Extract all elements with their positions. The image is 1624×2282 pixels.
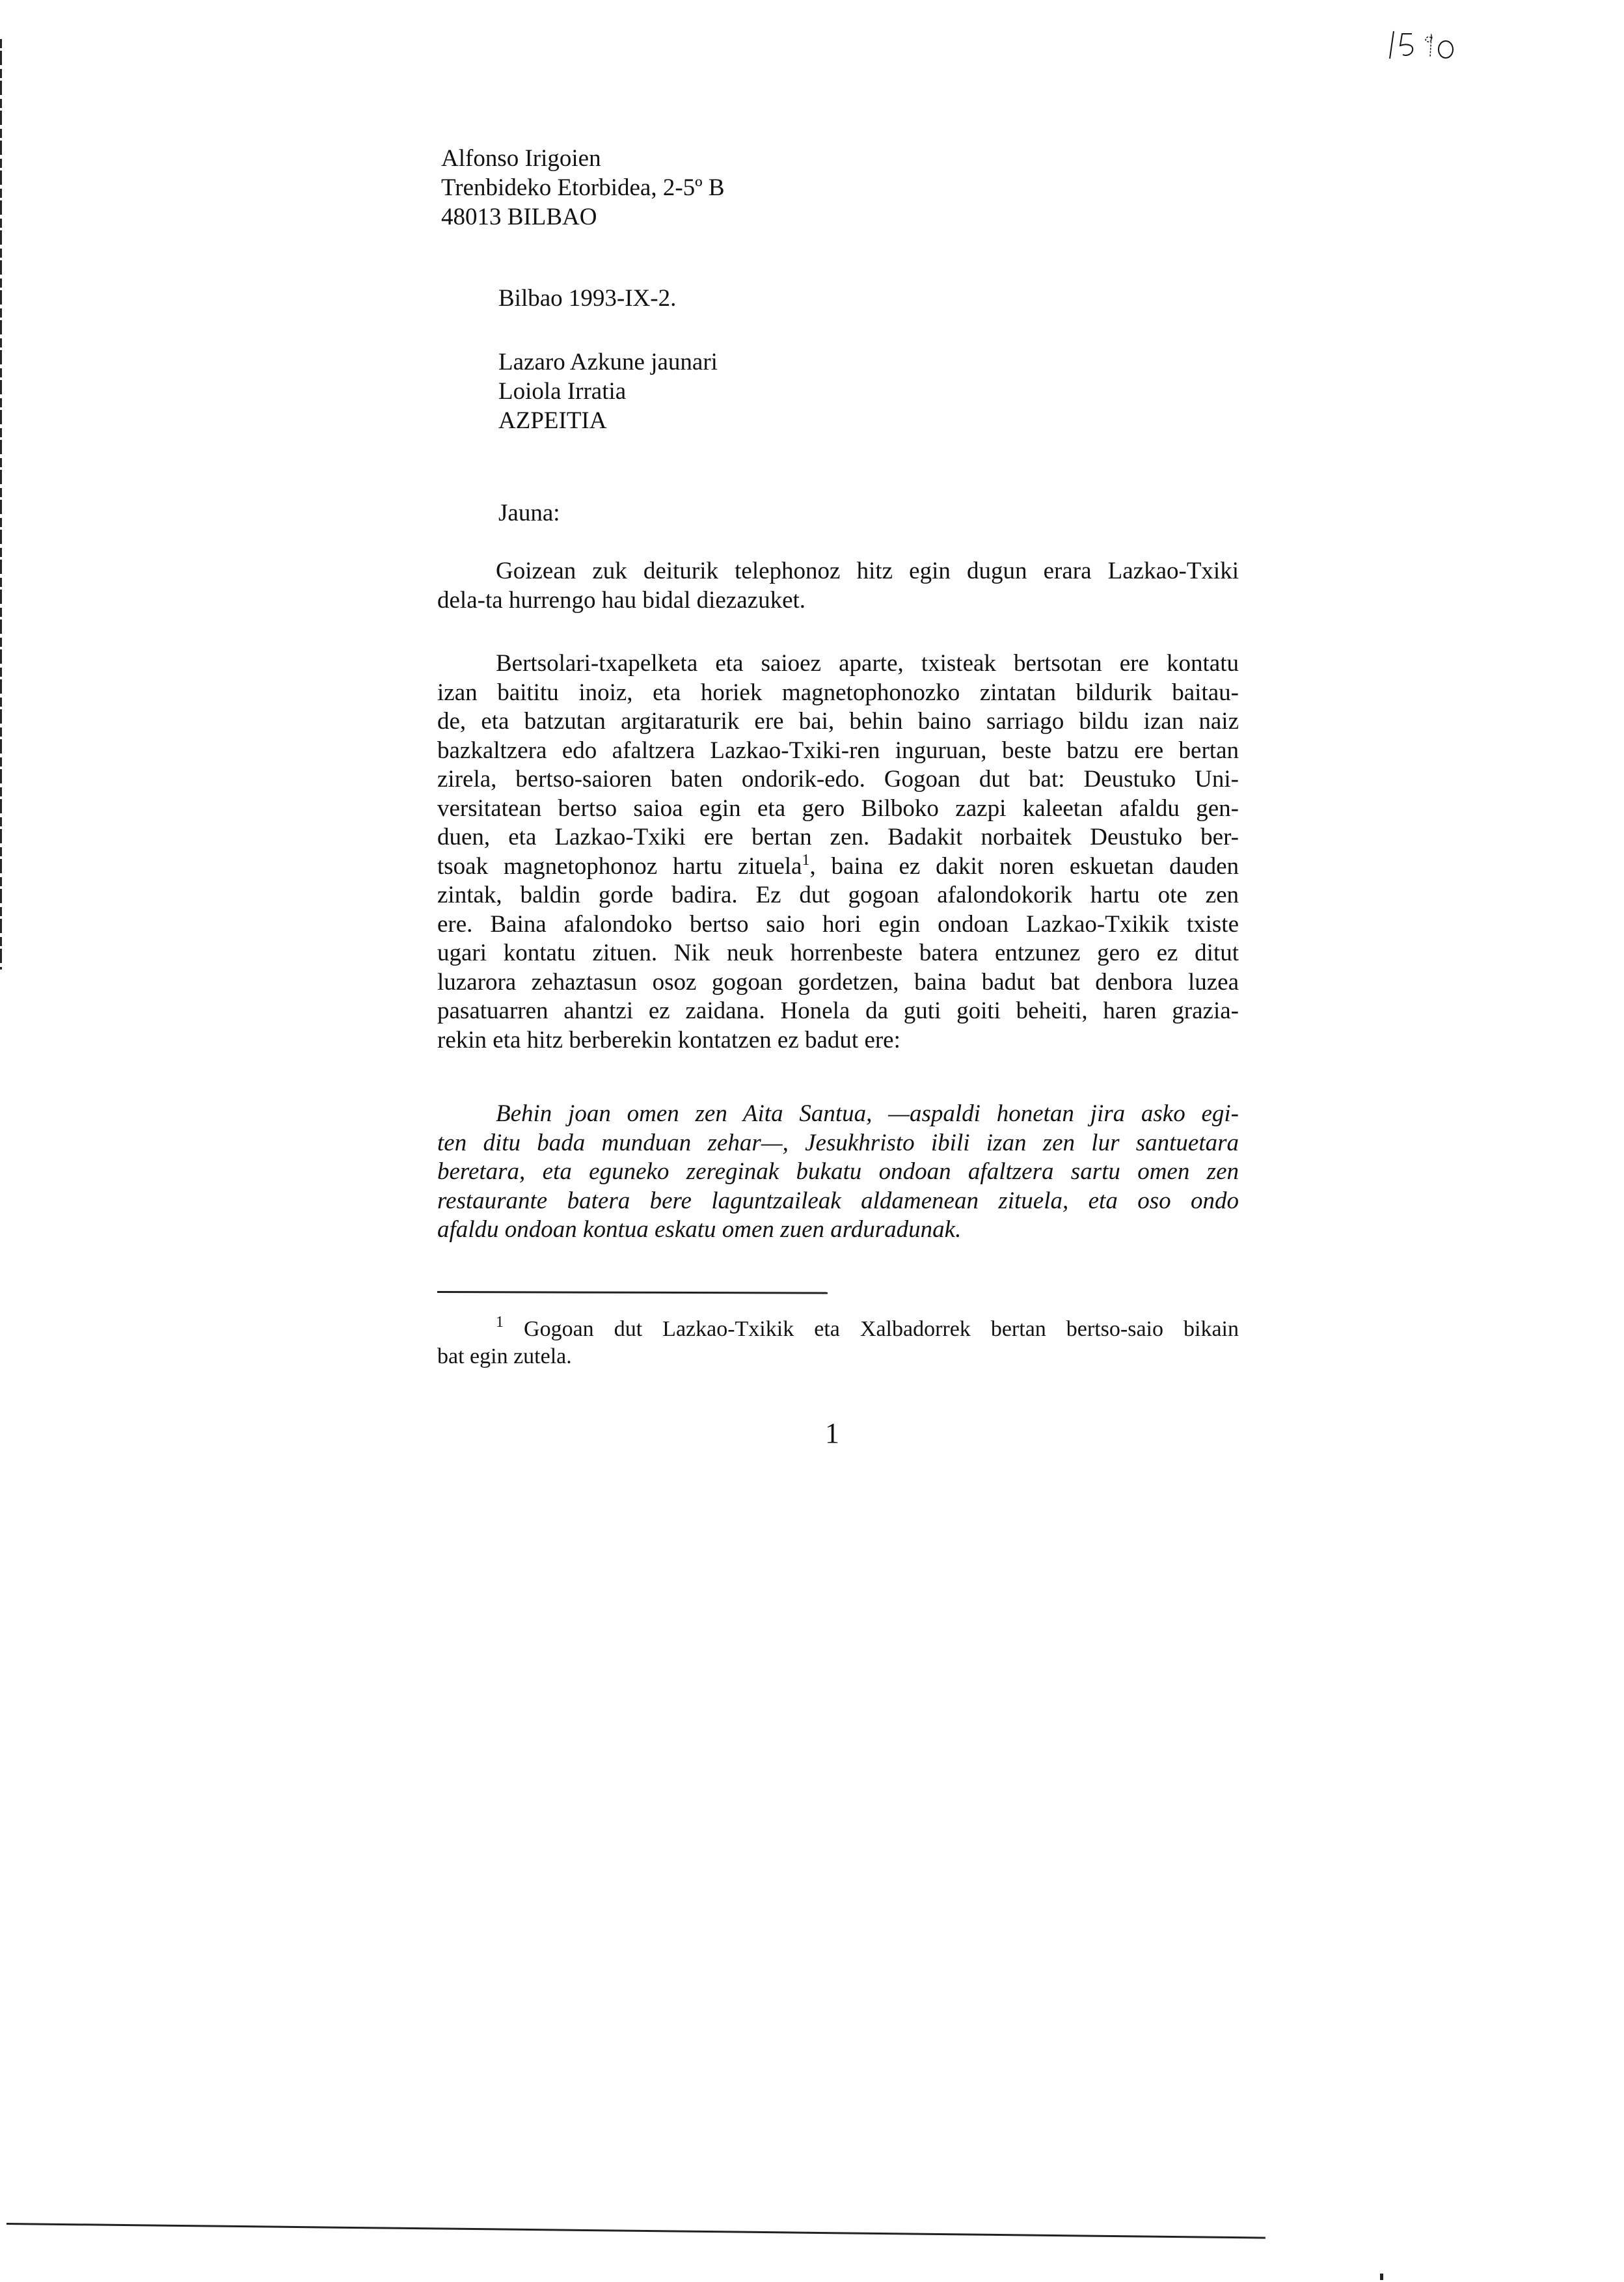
recipient-address bbox=[498, 347, 718, 435]
paragraph-line-with-footnote bbox=[437, 852, 1239, 882]
recipient-city: AZPEITIA bbox=[498, 407, 607, 434]
paragraph-line: dela-ta hurrengo hau bidal diezazuket. bbox=[437, 586, 806, 614]
paragraph-line: ten ditu bada munduan zehar—, Jesukhristo ibili izan zen lur santuetara bbox=[437, 1129, 1239, 1156]
footnote-marker: 1 bbox=[496, 1314, 504, 1331]
sender-address bbox=[441, 144, 725, 232]
paragraph-line: rekin eta hitz berberekin kontatzen ez badut ere: bbox=[437, 1026, 900, 1053]
paragraph-line: ugari kontatu zituen. Nik neuk horrenbeste batera entzunez gero ez ditut bbox=[437, 940, 1239, 966]
date-line: Bilbao 1993-IX-2. bbox=[498, 285, 677, 312]
handwritten-number-drawing bbox=[1386, 26, 1483, 65]
footnote-line bbox=[437, 1316, 1239, 1343]
page-number: 1 bbox=[825, 1417, 839, 1449]
paragraph-line: zintak, baldin gorde badira. Ez dut gogoan afalondokorik hartu ote zen bbox=[437, 882, 1239, 908]
footnote-text: Gogoan dut Lazkao-Txikik eta Xalbadorrek bertan bertso-saio bikain bbox=[524, 1317, 1239, 1341]
footnote-separator bbox=[437, 1291, 828, 1294]
paragraph-line: Goizean zuk deiturik telephonoz hitz egin dugun erara Lazkao-Txiki bbox=[496, 558, 1239, 584]
paragraph-main bbox=[437, 649, 1239, 1055]
paragraph-line: restaurante batera bere laguntzaileak aldamenean zituela, eta oso ondo bbox=[437, 1187, 1239, 1214]
scan-edge-artifact bbox=[0, 39, 2, 970]
paragraph-line: afaldu ondoan kontua eskatu omen zuen arduradunak. bbox=[437, 1216, 962, 1243]
footnote-line: bat egin zutela. bbox=[437, 1344, 572, 1368]
paragraph-line: luzarora zehaztasun osoz gogoan gordetzen, baina badut bat denbora luzea bbox=[437, 968, 1239, 996]
text-segment: , baina ez dakit noren eskuetan dauden bbox=[809, 852, 1239, 880]
sender-name: Alfonso Irigoien bbox=[441, 145, 601, 172]
paragraph-story-italic bbox=[437, 1100, 1239, 1245]
paragraph-line: bazkaltzera edo afaltzera Lazkao-Txiki-ren inguruan, beste batzu ere bertan bbox=[437, 737, 1239, 764]
paragraph-line: zirela, bertso-saioren baten ondorik-edo. Gogoan dut bat: Deustuko Uni- bbox=[437, 766, 1239, 793]
salutation: Jauna: bbox=[498, 500, 560, 526]
paragraph-line: beretara, eta eguneko zereginak bukatu ondoan afaltzera sartu omen zen bbox=[437, 1158, 1239, 1185]
paragraph-line: ere. Baina afalondoko bertso saio hori egin ondoan Lazkao-Txikik txiste bbox=[437, 910, 1239, 938]
paragraph-line: Bertsolari-txapelketa eta saioez aparte, txisteak bertsotan ere kontatu bbox=[496, 650, 1239, 677]
recipient-org: Loiola Irratia bbox=[498, 378, 627, 405]
sender-street: Trenbideko Etorbidea, 2-5º B bbox=[441, 174, 725, 201]
sender-city: 48013 BILBAO bbox=[441, 204, 597, 230]
text-segment: tsoak magnetophonoz hartu zituela bbox=[437, 852, 802, 880]
paragraph-line: pasatuarren ahantzi ez zaidana. Honela da guti goiti beheiti, haren grazia- bbox=[437, 998, 1239, 1024]
scan-bottom-line bbox=[7, 2223, 1265, 2239]
scan-speck bbox=[1380, 2274, 1383, 2280]
paragraph-intro bbox=[437, 557, 1239, 615]
paragraph-line: versitatean bertso saioa egin eta gero Bilboko zazpi kaleetan afaldu gen- bbox=[437, 795, 1239, 822]
paragraph-line: izan baititu inoiz, eta horiek magnetophonozko zintatan bildurik baitau- bbox=[437, 679, 1239, 706]
paragraph-line: de, eta batzutan argitaraturik ere bai, behin baino sarriago bildu izan naiz bbox=[437, 708, 1239, 735]
paragraph-line: Behin joan omen zen Aita Santua, —aspaldi honetan jira asko egi- bbox=[496, 1100, 1239, 1127]
footnote bbox=[437, 1316, 1239, 1370]
paragraph-line: duen, eta Lazkao-Txiki ere bertan zen. Badakit norbaitek Deustuko ber- bbox=[437, 824, 1239, 850]
footnote-reference[interactable]: 1 bbox=[802, 851, 810, 869]
recipient-name: Lazaro Azkune jaunari bbox=[498, 349, 718, 375]
handwritten-archive-number bbox=[1386, 26, 1483, 65]
